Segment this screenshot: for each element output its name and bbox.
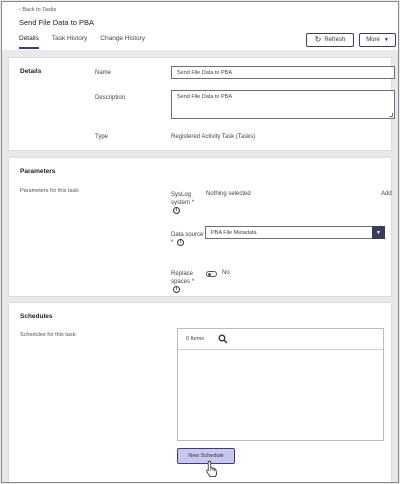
details-title: Details — [20, 68, 42, 75]
replace-spaces-toggle[interactable] — [206, 271, 217, 277]
description-value: Send File Data to PBA — [177, 94, 233, 100]
back-to-tasks-link[interactable]: ‹ Back to Tasks — [19, 7, 57, 13]
tab-task-history[interactable]: Task History — [51, 35, 88, 42]
tab-change-history[interactable]: Change History — [100, 35, 146, 42]
description-label: Description — [95, 95, 126, 101]
datasource-select[interactable] — [205, 226, 385, 239]
name-value: Send File Data to PBA — [177, 70, 233, 76]
info-icon[interactable]: i — [173, 207, 180, 214]
refresh-label: Refresh — [324, 37, 346, 43]
parameters-title: Parameters — [20, 168, 56, 175]
info-icon[interactable]: i — [177, 239, 184, 246]
tab-bar — [19, 35, 158, 49]
app-window — [1, 1, 399, 483]
tab-details[interactable]: Details — [19, 35, 39, 49]
datasource-value: PBA File Metadata — [211, 230, 257, 236]
caret-down-icon: ▼ — [383, 37, 389, 43]
datasource-label-text: Data source — [171, 232, 204, 238]
parameters-card — [8, 157, 392, 297]
schedules-title: Schedules — [20, 313, 53, 320]
type-value: Registered Activity Task (Tasks) — [171, 134, 256, 140]
resize-handle-icon[interactable] — [389, 113, 393, 117]
schedules-card — [8, 302, 392, 483]
syslog-label-text: SysLog system — [171, 192, 192, 206]
refresh-button[interactable] — [306, 33, 354, 47]
details-card — [8, 57, 392, 151]
toggle-knob — [208, 273, 211, 276]
schedules-grid — [177, 328, 384, 441]
page-header — [2, 2, 398, 50]
name-input[interactable] — [171, 66, 395, 79]
replace-spaces-value: No — [222, 270, 230, 276]
grid-toolbar — [178, 329, 383, 350]
page-title: Send File Data to PBA — [19, 18, 95, 27]
content-area — [2, 50, 398, 483]
schedules-subtitle: Schedules for this task: — [20, 332, 77, 338]
refresh-icon: ↻ — [314, 35, 322, 44]
syslog-label — [171, 191, 201, 215]
datasource-label — [171, 231, 207, 247]
replace-spaces-label — [171, 270, 201, 294]
hand-pointer-icon — [205, 460, 219, 477]
syslog-add-link[interactable]: Add — [381, 191, 392, 197]
parameters-subtitle: Parameters for this task: — [20, 188, 80, 194]
syslog-required-mark: * — [191, 200, 195, 206]
more-button[interactable] — [359, 33, 396, 47]
search-icon[interactable] — [218, 334, 228, 344]
datasource-required-mark: * — [171, 240, 174, 247]
replace-required-mark: * — [191, 279, 195, 285]
type-label: Type — [95, 134, 109, 140]
syslog-value[interactable]: Nothing selected — [206, 191, 251, 197]
items-count: 0 Items — [186, 336, 205, 342]
name-label: Name — [95, 70, 112, 76]
info-icon[interactable]: i — [173, 286, 180, 293]
replace-label-text: Replace spaces — [171, 271, 194, 285]
more-label: More — [366, 37, 380, 43]
description-textarea[interactable] — [171, 90, 395, 119]
dropdown-caret-icon[interactable]: ▼ — [372, 226, 385, 239]
new-schedule-button[interactable]: New Schedule — [177, 448, 235, 464]
